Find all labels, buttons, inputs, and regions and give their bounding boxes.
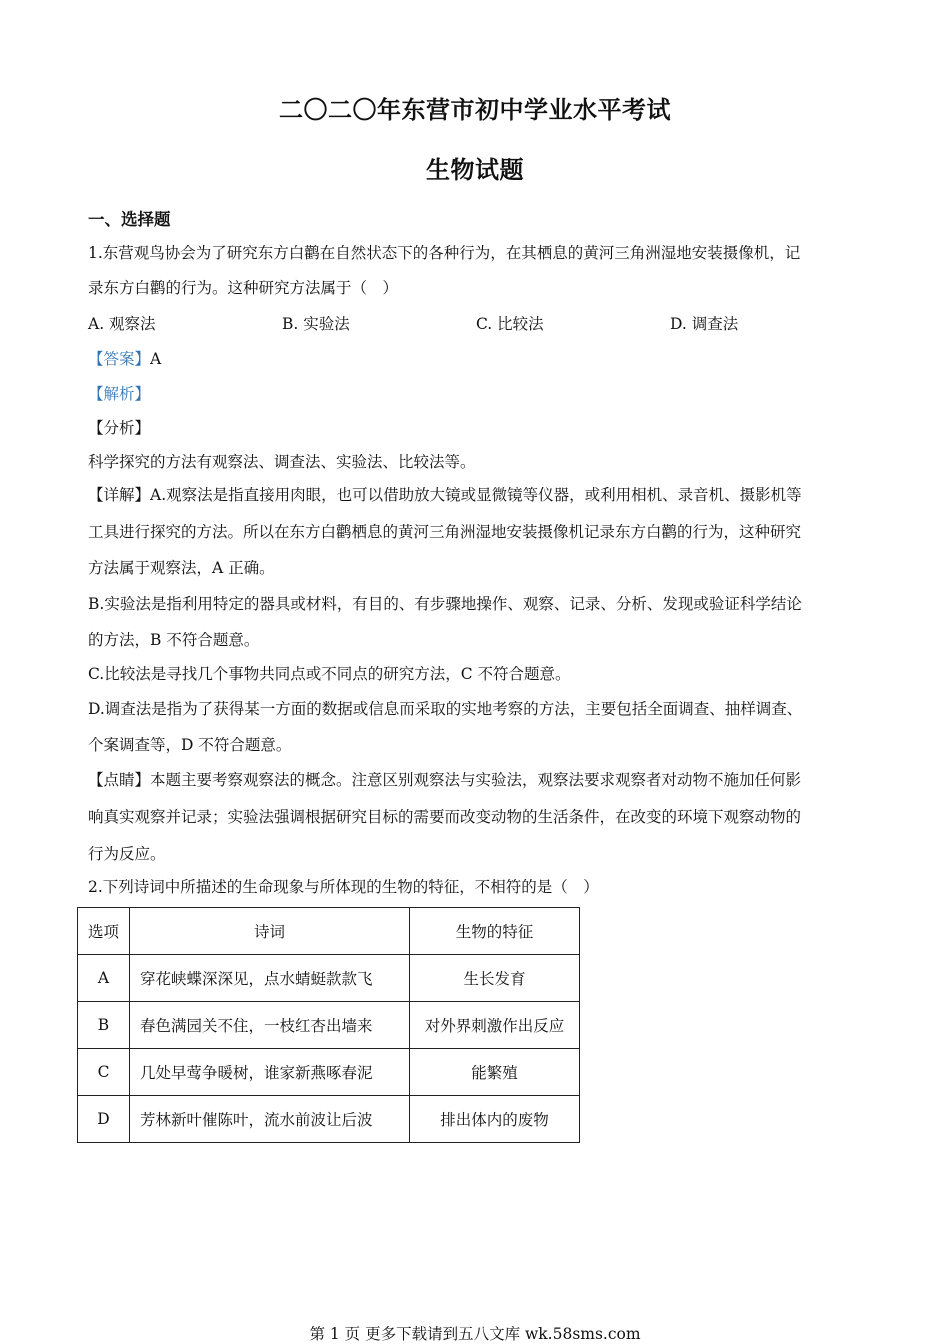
- detail-line: 【详解】A.观察法是指直接用肉眼，也可以借助放大镜或显微镜等仪器，或利用相机、录音机、摄影机等: [88, 486, 802, 504]
- tip-line: 行为反应。: [88, 845, 166, 863]
- table-cell: 春色满园关不住，一枝红杏出墙来: [130, 1002, 410, 1049]
- table-cell: 排出体内的废物: [410, 1096, 580, 1143]
- table-header-cell: 诗词: [130, 908, 410, 955]
- tip-line: 响真实观察并记录；实验法强调根据研究目标的需要而改变动物的生活条件，在改变的环境下观察动物的: [88, 808, 802, 826]
- option-c-explanation: C.比较法是寻找几个事物共同点或不同点的研究方法，C 不符合题意。: [88, 665, 571, 683]
- q1-option-c: C. 比较法: [476, 315, 544, 333]
- detail-line: 工具进行探究的方法。所以在东方白鹳栖息的黄河三角洲湿地安装摄像机记录东方白鹳的行为，这种研究: [88, 523, 802, 541]
- q2-stem: 2.下列诗词中所描述的生命现象与所体现的生物的特征，不相符的是（ ）: [88, 878, 599, 896]
- table-cell: 芳林新叶催陈叶，流水前波让后波: [130, 1096, 410, 1143]
- fenxi-tag: 【分析】: [88, 419, 151, 437]
- table-row: [78, 1049, 580, 1096]
- table-header-row: [78, 908, 580, 955]
- option-b-explanation: 的方法，B 不符合题意。: [88, 631, 260, 649]
- table-cell: 几处早莺争暖树，谁家新燕啄春泥: [130, 1049, 410, 1096]
- page-title: 二〇二〇年东营市初中学业水平考试: [279, 95, 671, 124]
- q1-answer: [88, 347, 161, 369]
- page-footer: 第 1 页 更多下载请到五八文库 wk.58sms.com: [309, 1325, 641, 1343]
- page-subtitle: 生物试题: [426, 155, 524, 184]
- table-row: [78, 1096, 580, 1143]
- q1-option-b: B. 实验法: [282, 315, 350, 333]
- option-d-explanation: 个案调查等，D 不符合题意。: [88, 736, 292, 754]
- table-header-cell: 选项: [78, 908, 130, 955]
- q1-option-a: A. 观察法: [88, 315, 156, 333]
- q1-stem-line: 1.东营观鸟协会为了研究东方白鹳在自然状态下的各种行为，在其栖息的黄河三角洲湿地安装摄像机，记: [88, 244, 801, 262]
- section-heading: 一、选择题: [88, 210, 171, 229]
- detail-line: 方法属于观察法，A 正确。: [88, 559, 275, 577]
- answer-value: A: [150, 350, 162, 368]
- table-cell: C: [78, 1049, 130, 1096]
- table-cell: 生长发育: [410, 955, 580, 1002]
- option-b-explanation: B.实验法是指利用特定的器具或材料，有目的、有步骤地操作、观察、记录、分析、发现或验证科学结论: [88, 595, 802, 613]
- table-cell: 穿花峡蝶深深见，点水蜻蜓款款飞: [130, 955, 410, 1002]
- tip-line: 【点睛】本题主要考察观察法的概念。注意区别观察法与实验法，观察法要求观察者对动物不施加任何影: [88, 771, 802, 789]
- analysis-tag: 【解析】: [88, 385, 151, 403]
- table-cell: A: [78, 955, 130, 1002]
- q2-table: [77, 907, 580, 1143]
- q1-stem-line: 录东方白鹳的行为。这种研究方法属于（ ）: [88, 279, 399, 297]
- fenxi-text: 科学探究的方法有观察法、调查法、实验法、比较法等。: [88, 453, 476, 471]
- answer-tag: 【答案】: [88, 350, 151, 368]
- option-d-explanation: D.调查法是指为了获得某一方面的数据或信息而采取的实地考察的方法，主要包括全面调查、抽样调查、: [88, 700, 803, 718]
- table-cell: D: [78, 1096, 130, 1143]
- q1-option-d: D. 调查法: [670, 315, 739, 333]
- table-cell: 能繁殖: [410, 1049, 580, 1096]
- table-cell: B: [78, 1002, 130, 1049]
- table-cell: 对外界刺激作出反应: [410, 1002, 580, 1049]
- table-row: [78, 1002, 580, 1049]
- table-row: [78, 955, 580, 1002]
- table-header-cell: 生物的特征: [410, 908, 580, 955]
